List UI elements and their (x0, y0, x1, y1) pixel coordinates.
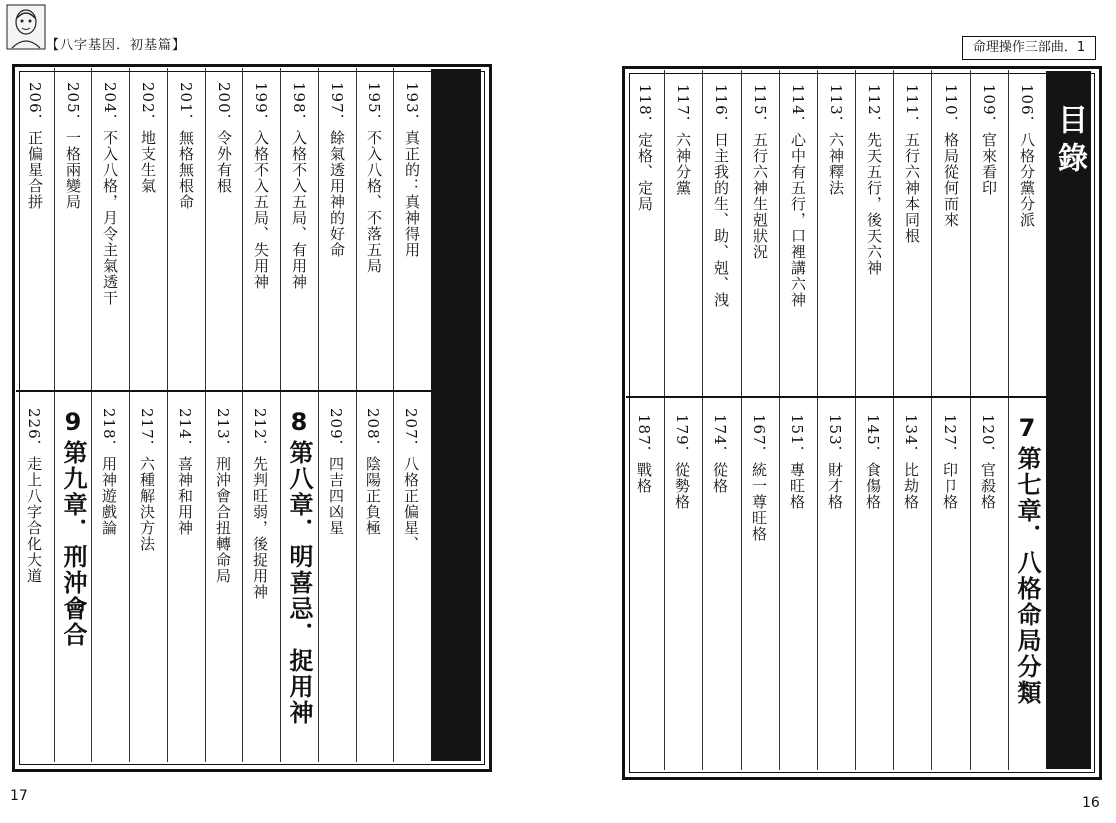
toc-entry: 200．令外有根 (215, 82, 233, 194)
right-toc-area (626, 70, 1046, 770)
toc-entry: 179．從勢格 (673, 414, 691, 510)
section-divider (16, 390, 431, 392)
toc-entry: 208．陰陽正負極 (364, 408, 382, 536)
toc-entry: 120．官殺格 (979, 414, 997, 510)
book-title-left: 【八字基因．初基篇】 (46, 38, 187, 53)
page-number-left: 17 (10, 788, 28, 804)
toc-entry: 174．從格 (711, 414, 729, 494)
toc-entry: 199．入格不入五局、失用神 (252, 82, 270, 290)
book-title-right: 命理操作三部曲．1 (962, 36, 1096, 60)
toc-entry: 114．心中有五行，口裡講六神 (789, 84, 807, 308)
toc-entry: 202．地支生氣 (139, 82, 157, 194)
toc-entry: 212．先判旺弱，後捉用神 (251, 408, 269, 600)
left-toc-area (16, 68, 431, 762)
toc-entry: 116．日主我的生、助、剋、洩 (712, 84, 730, 308)
toc-entry: 112．先天五行，後天六神 (865, 84, 883, 276)
toc-entry: 134．比劫格 (902, 414, 920, 510)
author-portrait-logo (6, 4, 46, 50)
toc-entry: 197．餘氣透用神的好命 (328, 82, 346, 258)
toc-entry: 117．六神分黨 (674, 84, 692, 196)
toc-entry: 205．一格兩變局 (64, 82, 82, 210)
toc-entry: 153．財才格 (826, 414, 844, 510)
chapter-heading: 第八章．明喜忌．捉用神 (285, 440, 313, 726)
toc-entry: 198．入格不入五局、有用神 (290, 82, 308, 290)
chapter-heading: 第九章．刑沖會合 (59, 440, 87, 648)
toc-entry: 110．格局從何而來 (942, 84, 960, 228)
toc-entry: 109．官來看印 (980, 84, 998, 196)
toc-entry: 226．走上八字合化大道 (25, 408, 43, 584)
toc-entry: 151．專旺格 (788, 414, 806, 510)
toc-entry: 213．刑沖會合扭轉命局 (214, 408, 232, 584)
toc-entry: 111．五行六神本同根 (903, 84, 921, 244)
toc-entry: 206．正偏星合拼 (26, 82, 44, 210)
toc-title: 目錄 (1052, 104, 1087, 180)
left-dark-strip (431, 69, 481, 761)
toc-entry: 115．五行六神生剋狀況 (751, 84, 769, 260)
toc-entry: 209．四吉四凶星 (327, 408, 345, 536)
toc-entry: 167．統一尊旺格 (750, 414, 768, 542)
toc-entry: 118．定格、定局 (636, 84, 654, 212)
toc-entry: 207．八格正偏星、 (402, 408, 420, 552)
toc-entry: 218．用神遊戲論 (100, 408, 118, 536)
toc-entry: 113．六神釋法 (827, 84, 845, 196)
toc-entry: 106．八格分黨分派 (1018, 84, 1036, 228)
chapter-number: 9 (64, 408, 82, 436)
toc-entry: 204．不入八格，月令主氣透干 (101, 82, 119, 306)
chapter-number: 7 (1018, 414, 1036, 442)
page-number-right: 16 (1082, 795, 1100, 811)
chapter-number: 8 (290, 408, 308, 436)
section-divider (626, 396, 1046, 398)
column-divider (931, 70, 932, 770)
toc-entry: 193．真正的：真神得用 (403, 82, 421, 258)
toc-entry: 195．不入八格、不落五局 (365, 82, 383, 274)
toc-entry: 187．戰格 (635, 414, 653, 494)
toc-entry: 127．印卩格 (941, 414, 959, 510)
toc-entry: 217．六種解決方法 (138, 408, 156, 552)
toc-entry: 145．食傷格 (864, 414, 882, 510)
toc-entry: 201．無格無根命 (177, 82, 195, 210)
chapter-heading: 第七章．八格命局分類 (1013, 446, 1041, 706)
toc-entry: 214．喜神和用神 (176, 408, 194, 536)
